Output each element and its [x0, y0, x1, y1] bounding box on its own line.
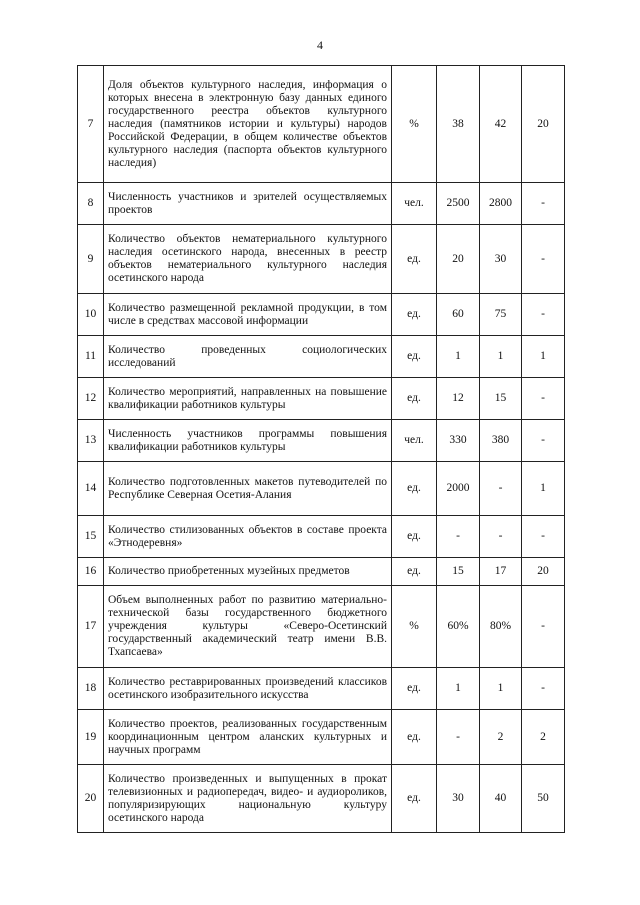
value-col-1: 20	[437, 225, 480, 294]
row-number: 18	[78, 668, 104, 710]
unit-of-measure: ед.	[392, 294, 437, 336]
row-number: 9	[78, 225, 104, 294]
value-col-2: 15	[480, 378, 522, 420]
value-col-3: -	[522, 668, 565, 710]
value-col-2: 75	[480, 294, 522, 336]
unit-of-measure: ед.	[392, 710, 437, 765]
table-row	[78, 586, 565, 668]
unit-of-measure: %	[392, 66, 437, 183]
unit-of-measure: ед.	[392, 336, 437, 378]
table-row	[78, 183, 565, 225]
row-number: 20	[78, 765, 104, 833]
unit-of-measure: ед.	[392, 668, 437, 710]
value-col-1: 60%	[437, 586, 480, 668]
value-col-1: 2500	[437, 183, 480, 225]
row-number: 14	[78, 462, 104, 516]
value-col-1: 1	[437, 668, 480, 710]
unit-of-measure: ед.	[392, 462, 437, 516]
value-col-2: 2800	[480, 183, 522, 225]
indicator-name: Численность участников программы повышения квалификации работников культуры	[104, 420, 392, 462]
table-row	[78, 710, 565, 765]
unit-of-measure: ед.	[392, 516, 437, 558]
value-col-1: 30	[437, 765, 480, 833]
value-col-1: 15	[437, 558, 480, 586]
value-col-2: 30	[480, 225, 522, 294]
value-col-3: -	[522, 225, 565, 294]
value-col-1: 330	[437, 420, 480, 462]
value-col-3: -	[522, 516, 565, 558]
value-col-1: -	[437, 516, 480, 558]
indicator-name: Количество проектов, реализованных государственным координационным центром аланских культурных и научных программ	[104, 710, 392, 765]
value-col-2: 40	[480, 765, 522, 833]
indicator-name: Количество объектов нематериального культурного наследия осетинского народа, внесенных в реестр объектов нематериального культурного наследия осетинского народа	[104, 225, 392, 294]
unit-of-measure: ед.	[392, 558, 437, 586]
table-row	[78, 294, 565, 336]
indicator-name: Количество подготовленных макетов путеводителей по Республике Северная Осетия-Алания	[104, 462, 392, 516]
value-col-1: 12	[437, 378, 480, 420]
unit-of-measure: чел.	[392, 420, 437, 462]
table-row	[78, 668, 565, 710]
indicator-name: Количество проведенных социологических исследований	[104, 336, 392, 378]
row-number: 19	[78, 710, 104, 765]
page-number: 4	[317, 38, 323, 52]
value-col-2: -	[480, 516, 522, 558]
indicators-table	[77, 65, 565, 833]
row-number: 16	[78, 558, 104, 586]
value-col-2: 17	[480, 558, 522, 586]
value-col-3: 1	[522, 462, 565, 516]
indicator-name: Количество мероприятий, направленных на повышение квалификации работников культуры	[104, 378, 392, 420]
row-number: 15	[78, 516, 104, 558]
indicator-name: Объем выполненных работ по развитию материально-технической базы государственного бюджетного учреждения культуры «Северо-Осетинский государственный академический театр имени В.В. Тхапсаева»	[104, 586, 392, 668]
unit-of-measure: чел.	[392, 183, 437, 225]
table-row	[78, 225, 565, 294]
indicator-name: Численность участников и зрителей осуществляемых проектов	[104, 183, 392, 225]
table-row	[78, 558, 565, 586]
value-col-3: 20	[522, 558, 565, 586]
indicator-name: Количество приобретенных музейных предметов	[104, 558, 392, 586]
value-col-2: 80%	[480, 586, 522, 668]
value-col-1: 60	[437, 294, 480, 336]
value-col-1: 38	[437, 66, 480, 183]
value-col-3: 20	[522, 66, 565, 183]
indicator-name: Количество размещенной рекламной продукции, в том числе в средствах массовой информации	[104, 294, 392, 336]
indicator-name: Доля объектов культурного наследия, информация о которых внесена в электронную базу данных единого государственного реестра объектов культурного наследия (памятников истории и культуры) народов Российской Федерации, в общем количестве объектов культурного наследия (паспорта объектов культурного наследия)	[104, 66, 392, 183]
indicator-name: Количество реставрированных произведений классиков осетинского изобразительного искусства	[104, 668, 392, 710]
unit-of-measure: ед.	[392, 378, 437, 420]
value-col-3: -	[522, 183, 565, 225]
row-number: 12	[78, 378, 104, 420]
table-row	[78, 378, 565, 420]
table-row	[78, 516, 565, 558]
table-row	[78, 462, 565, 516]
indicator-name: Количество стилизованных объектов в составе проекта «Этнодеревня»	[104, 516, 392, 558]
value-col-3: -	[522, 294, 565, 336]
row-number: 13	[78, 420, 104, 462]
value-col-3: 1	[522, 336, 565, 378]
table-row	[78, 66, 565, 183]
value-col-2: 2	[480, 710, 522, 765]
row-number: 10	[78, 294, 104, 336]
value-col-3: 2	[522, 710, 565, 765]
value-col-1: -	[437, 710, 480, 765]
value-col-2: -	[480, 462, 522, 516]
value-col-1: 1	[437, 336, 480, 378]
indicator-name: Количество произведенных и выпущенных в прокат телевизионных и радиопередач, видео- и аудиороликов, популяризирующих национальную культуру осетинского народа	[104, 765, 392, 833]
unit-of-measure: ед.	[392, 225, 437, 294]
table-row	[78, 765, 565, 833]
table-row	[78, 336, 565, 378]
value-col-2: 42	[480, 66, 522, 183]
unit-of-measure: %	[392, 586, 437, 668]
value-col-3: -	[522, 586, 565, 668]
value-col-3: 50	[522, 765, 565, 833]
row-number: 11	[78, 336, 104, 378]
value-col-1: 2000	[437, 462, 480, 516]
value-col-3: -	[522, 420, 565, 462]
value-col-3: -	[522, 378, 565, 420]
row-number: 17	[78, 586, 104, 668]
value-col-2: 1	[480, 336, 522, 378]
row-number: 7	[78, 66, 104, 183]
row-number: 8	[78, 183, 104, 225]
value-col-2: 380	[480, 420, 522, 462]
value-col-2: 1	[480, 668, 522, 710]
unit-of-measure: ед.	[392, 765, 437, 833]
table-row	[78, 420, 565, 462]
